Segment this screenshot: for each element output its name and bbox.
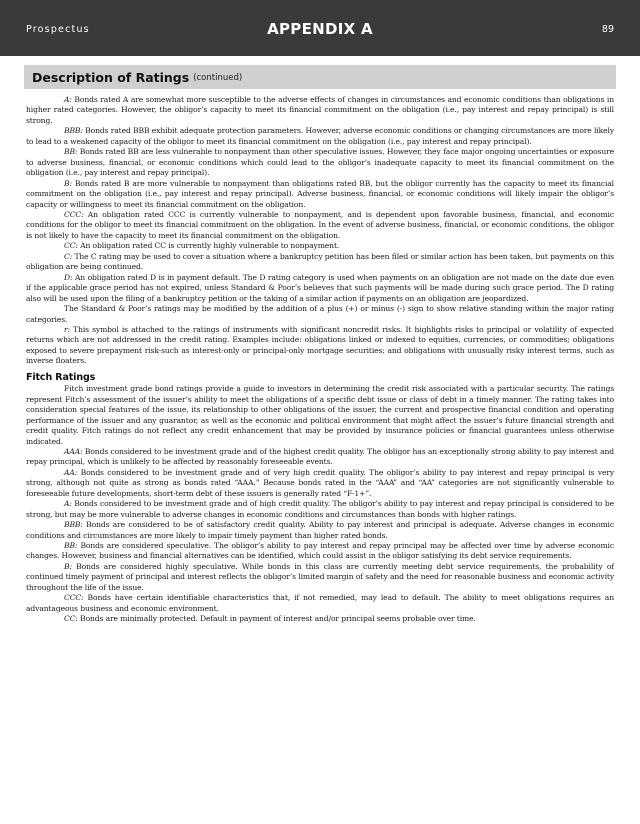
rating-paragraph bbox=[26, 562, 614, 593]
rating-description: Bonds rated BBB exhibit adequate protection parameters. However, adverse economic conditions or changing circumstances are more likely to lead to a weakened capacity of the obligor to meet its financial commitment on the obligation (i.e., pay interest and repay principal). bbox=[26, 126, 614, 146]
rating-description: Bonds considered to be investment grade and of high credit quality. The obligor’s ability to pay interest and repay principal is considered to be strong, but may be more vulnerable to adverse changes in economic conditions and circumstances than bonds with higher ratings. bbox=[26, 499, 614, 519]
rating-paragraph bbox=[26, 447, 614, 468]
rating-term: CCC: bbox=[64, 593, 84, 603]
rating-paragraph bbox=[26, 499, 614, 520]
rating-description: An obligation rated D is in payment default. The D rating category is used when payments on an obligation are not made on the date due even if the applicable grace period has not expired, unless Standard & Poor’s believes that such payments will be made during such grace period. The D rating also will be used upon the filing of a bankruptcy petition or the taking of a similar action if payments on an obligation are jeopardized. bbox=[26, 272, 614, 303]
rating-description: The C rating may be used to cover a situation where a bankruptcy petition has been filed or similar action has been taken, but payments on this obligation are being continued. bbox=[26, 251, 614, 272]
rating-description: Bonds are considered highly speculative. While bonds in this class are currently meeting debt service requirements, the probability of continued timely payment of principal and interest reflects the obligor’s limited margin of safety and the need for reasonable business and economic activity throughout the life of the issue. bbox=[26, 561, 614, 592]
rating-term: C: bbox=[64, 251, 73, 261]
rating-term: A: bbox=[64, 95, 72, 104]
rating-paragraph bbox=[26, 541, 614, 562]
rating-paragraph bbox=[26, 520, 614, 541]
rating-paragraph bbox=[26, 614, 614, 624]
rating-paragraph bbox=[26, 241, 614, 251]
section-title: Description of Ratings bbox=[32, 69, 190, 85]
rating-term: BBB: bbox=[64, 126, 83, 136]
rating-description: Bonds rated BB are less vulnerable to nonpayment than other speculative issues. However, they face major ongoing uncertainties or exposure to adverse business, financial, or economic conditions which could lead to the obligor’s inadequate capacity to meet its financial commitment on the obligation (i.e., pay interest and repay principal). bbox=[26, 147, 614, 178]
rating-description: Bonds rated A are somewhat more susceptible to the adverse effects of changes in circumstances and economic conditions than obligations in higher rated categories. However, the obligor’s capacity to meet its financial commitment on the obligation (i.e., pay interest and repay principal) is still strong. bbox=[26, 95, 614, 125]
rating-term: AA: bbox=[64, 467, 78, 477]
header-page-number: 89 bbox=[601, 24, 614, 35]
page-header bbox=[0, 0, 640, 56]
rating-paragraph bbox=[26, 468, 614, 499]
rating-description: Bonds rated B are more vulnerable to nonpayment than obligations rated BB, but the obligor currently has the capacity to meet its financial commitment on the obligation (i.e., pay interest and repay principal). Adverse business, financial, or economic conditions will likely impair the obligor’s capacity or willingness to meet its financial commitment on the obligation. bbox=[26, 178, 614, 209]
rating-paragraph bbox=[26, 384, 614, 447]
sp-ratings-list bbox=[26, 95, 614, 367]
rating-description: Bonds are considered speculative. The obligor’s ability to pay interest and repay principal may be affected over time by adverse economic changes. However, business and financial alternatives can be identified, which could assist in the obligor satisfying its debt service requirements. bbox=[26, 541, 614, 561]
rating-description: Bonds are minimally protected. Default in payment of interest and/or principal seems probable over time. bbox=[77, 614, 476, 624]
header-title: APPENDIX A bbox=[267, 20, 373, 38]
rating-paragraph bbox=[26, 147, 614, 178]
ratings-content bbox=[26, 95, 614, 625]
rating-term: AAA: bbox=[64, 446, 83, 456]
rating-description: An obligation rated CC is currently highly vulnerable to nonpayment. bbox=[77, 241, 340, 251]
rating-paragraph bbox=[26, 179, 614, 210]
rating-paragraph bbox=[26, 95, 614, 126]
fitch-ratings-list bbox=[26, 384, 614, 624]
rating-term: B: bbox=[64, 561, 72, 571]
rating-paragraph bbox=[26, 252, 614, 273]
rating-description: Bonds have certain identifiable characteristics that, if not remedied, may lead to default. The ability to meet obligations requires an advantageous business and economic environment. bbox=[26, 593, 614, 613]
rating-term: D: bbox=[64, 272, 73, 282]
rating-term: B: bbox=[64, 178, 72, 188]
rating-term: CCC: bbox=[64, 209, 84, 219]
rating-description: The Standard & Poor’s ratings may be modified by the addition of a plus (+) or minus (-) sign to show relative standing within the major rating categories. bbox=[26, 304, 614, 324]
rating-term: A: bbox=[64, 499, 72, 509]
rating-description: Fitch investment grade bond ratings provide a guide to investors in determining the credit risk associated with a particular security. The ratings represent Fitch’s assessment of the issuer’s ability to meet the obligations of a specific debt issue or class of debt in a timely manner. The rating takes into consideration special features of the issue, its relationship to other obligations of the issuer, the current and prospective financial condition and operating performance of the issuer and any guarantor, as well as the economic and political environment that might affect the issuer’s future financial strength and credit quality. Fitch ratings do not reflect any credit enhancement that may be provided by insurance policies or financial guarantees unless otherwise indicated. bbox=[26, 384, 614, 446]
rating-description: Bonds considered to be investment grade and of very high credit quality. The obligor’s ability to pay interest and repay principal is very strong, although not quite as strong as bonds rated “AAA.” Because bonds rated in the “AAA” and “AA” categories are not significantly vulnerable to foreseeable future developments, short-term debt of these issuers is generally rated “F-1+”. bbox=[26, 467, 614, 498]
rating-paragraph bbox=[26, 273, 614, 304]
rating-term: CC: bbox=[64, 614, 78, 624]
rating-description: An obligation rated CCC is currently vulnerable to nonpayment, and is dependent upon favorable business, financial, and economic conditions for the obligor to meet its financial commitment on the obligation. In the event of adverse business, financial, or economic conditions, the obligor is not likely to have the capacity to meet its financial commitment on the obligation. bbox=[26, 209, 614, 240]
rating-description: This symbol is attached to the ratings of instruments with significant noncredit risks. It highlights risks to principal or volatility of expected returns which are not addressed in the credit rating. Examples include: obligations linked or indexed to equities, currencies, or commodities; obligations exposed to severe prepayment risk-such as interest-only or principal-only mortgage securities; and obligations with unusually risky interest terms, such as inverse floaters. bbox=[26, 324, 614, 366]
rating-paragraph bbox=[26, 210, 614, 241]
rating-paragraph bbox=[26, 325, 614, 367]
fitch-heading: Fitch Ratings bbox=[26, 371, 96, 383]
section-subtitle: (continued) bbox=[193, 73, 243, 83]
rating-description: Bonds considered to be investment grade and of the highest credit quality. The obligor has an exceptionally strong ability to pay interest and repay principal, which is unlikely to be affected by reasonably foreseeable events. bbox=[26, 446, 614, 467]
rating-term: CC: bbox=[64, 241, 78, 251]
rating-paragraph bbox=[26, 126, 614, 147]
rating-term: r: bbox=[64, 324, 70, 334]
section-title-bar bbox=[24, 65, 616, 89]
rating-description: Bonds are considered to be of satisfactory credit quality. Ability to pay interest and principal is adequate. Adverse changes in economic conditions and circumstances are more likely to impair timely payment than higher rated bonds. bbox=[26, 520, 614, 540]
rating-term: BB: bbox=[64, 541, 78, 551]
rating-paragraph bbox=[26, 593, 614, 614]
rating-paragraph bbox=[26, 304, 614, 325]
rating-term: BB: bbox=[64, 147, 78, 157]
header-document-name: Prospectus bbox=[26, 24, 90, 35]
rating-term: BBB: bbox=[64, 520, 83, 530]
